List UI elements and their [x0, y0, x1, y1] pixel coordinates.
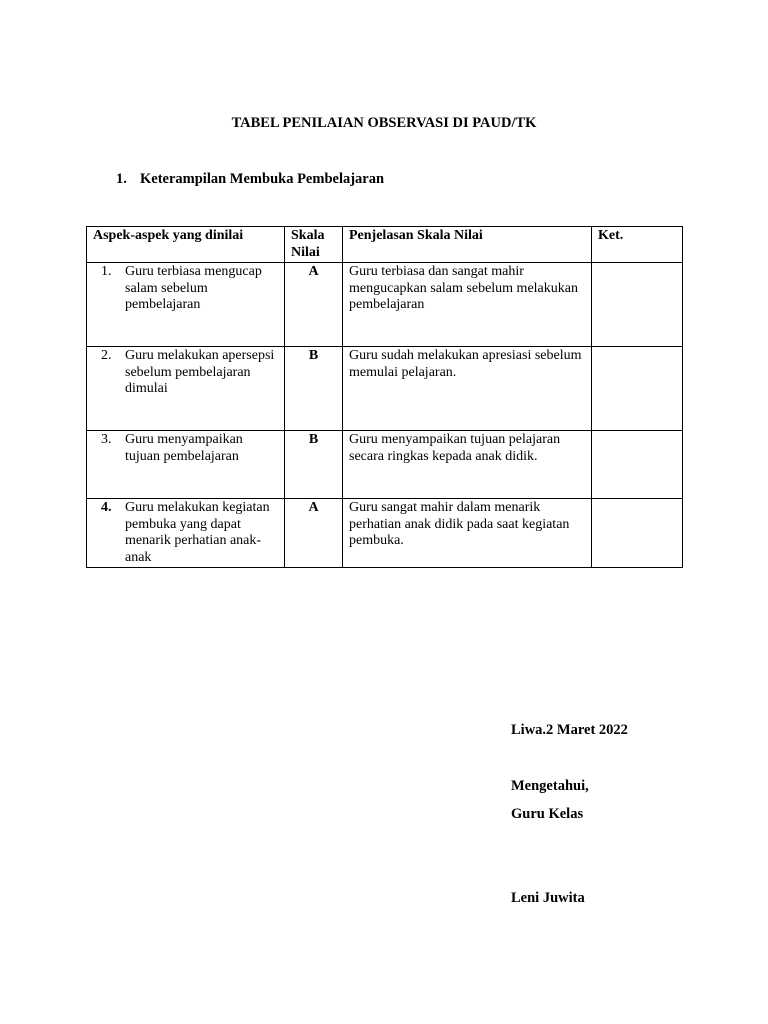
score-cell: A: [285, 499, 343, 568]
header-note: Ket.: [592, 227, 683, 263]
aspect-text: Guru melakukan apersepsi sebelum pembelajaran dimulai: [125, 348, 275, 396]
table-header-row: [87, 227, 683, 263]
section-heading: [116, 171, 384, 188]
section-label: Keterampilan Membuka Pembelajaran: [140, 171, 385, 187]
aspect-cell: [87, 431, 285, 499]
note-cell: [592, 347, 683, 431]
observation-table: [86, 226, 683, 568]
header-scale: [285, 227, 343, 263]
explanation-cell: Guru terbiasa dan sangat mahir mengucapkan salam sebelum melakukan pembelajaran: [343, 263, 592, 347]
header-aspect: Aspek-aspek yang dinilai: [87, 227, 285, 263]
aspect-text: Guru terbiasa mengucap salam sebelum pembelajaran: [125, 264, 262, 312]
row-number: 1.: [101, 264, 112, 279]
section-number: 1.: [116, 171, 127, 187]
signer-role: Guru Kelas: [511, 806, 584, 822]
acknowledged-label: Mengetahui,: [511, 778, 589, 794]
table-row: [87, 347, 683, 431]
aspect-text: Guru menyampaikan tujuan pembelajaran: [125, 432, 243, 464]
row-number: 3.: [101, 432, 112, 447]
table-row: [87, 431, 683, 499]
explanation-cell: Guru sangat mahir dalam menarik perhatian anak didik pada saat kegiatan pembuka.: [343, 499, 592, 568]
place-date: Liwa.2 Maret 2022: [511, 722, 628, 738]
signer-name: Leni Juwita: [511, 890, 585, 906]
note-cell: [592, 263, 683, 347]
aspect-cell: [87, 347, 285, 431]
aspect-cell: [87, 499, 285, 568]
header-scale-line2: Nilai: [291, 244, 320, 260]
note-cell: [592, 431, 683, 499]
explanation-cell: Guru menyampaikan tujuan pelajaran secara ringkas kepada anak didik.: [343, 431, 592, 499]
aspect-text: Guru melakukan kegiatan pembuka yang dapat menarik perhatian anak-anak: [125, 500, 270, 565]
header-scale-line1: Skala: [291, 228, 325, 243]
explanation-cell: Guru sudah melakukan apresiasi sebelum memulai pelajaran.: [343, 347, 592, 431]
document-title: TABEL PENILAIAN OBSERVASI DI PAUD/TK: [231, 115, 537, 131]
header-explanation: Penjelasan Skala Nilai: [343, 227, 592, 263]
row-number: 4.: [101, 500, 112, 515]
row-number: 2.: [101, 348, 112, 363]
aspect-cell: [87, 263, 285, 347]
table-row: [87, 263, 683, 347]
note-cell: [592, 499, 683, 568]
score-cell: B: [285, 431, 343, 499]
score-cell: B: [285, 347, 343, 431]
table-row: [87, 499, 683, 568]
score-cell: A: [285, 263, 343, 347]
